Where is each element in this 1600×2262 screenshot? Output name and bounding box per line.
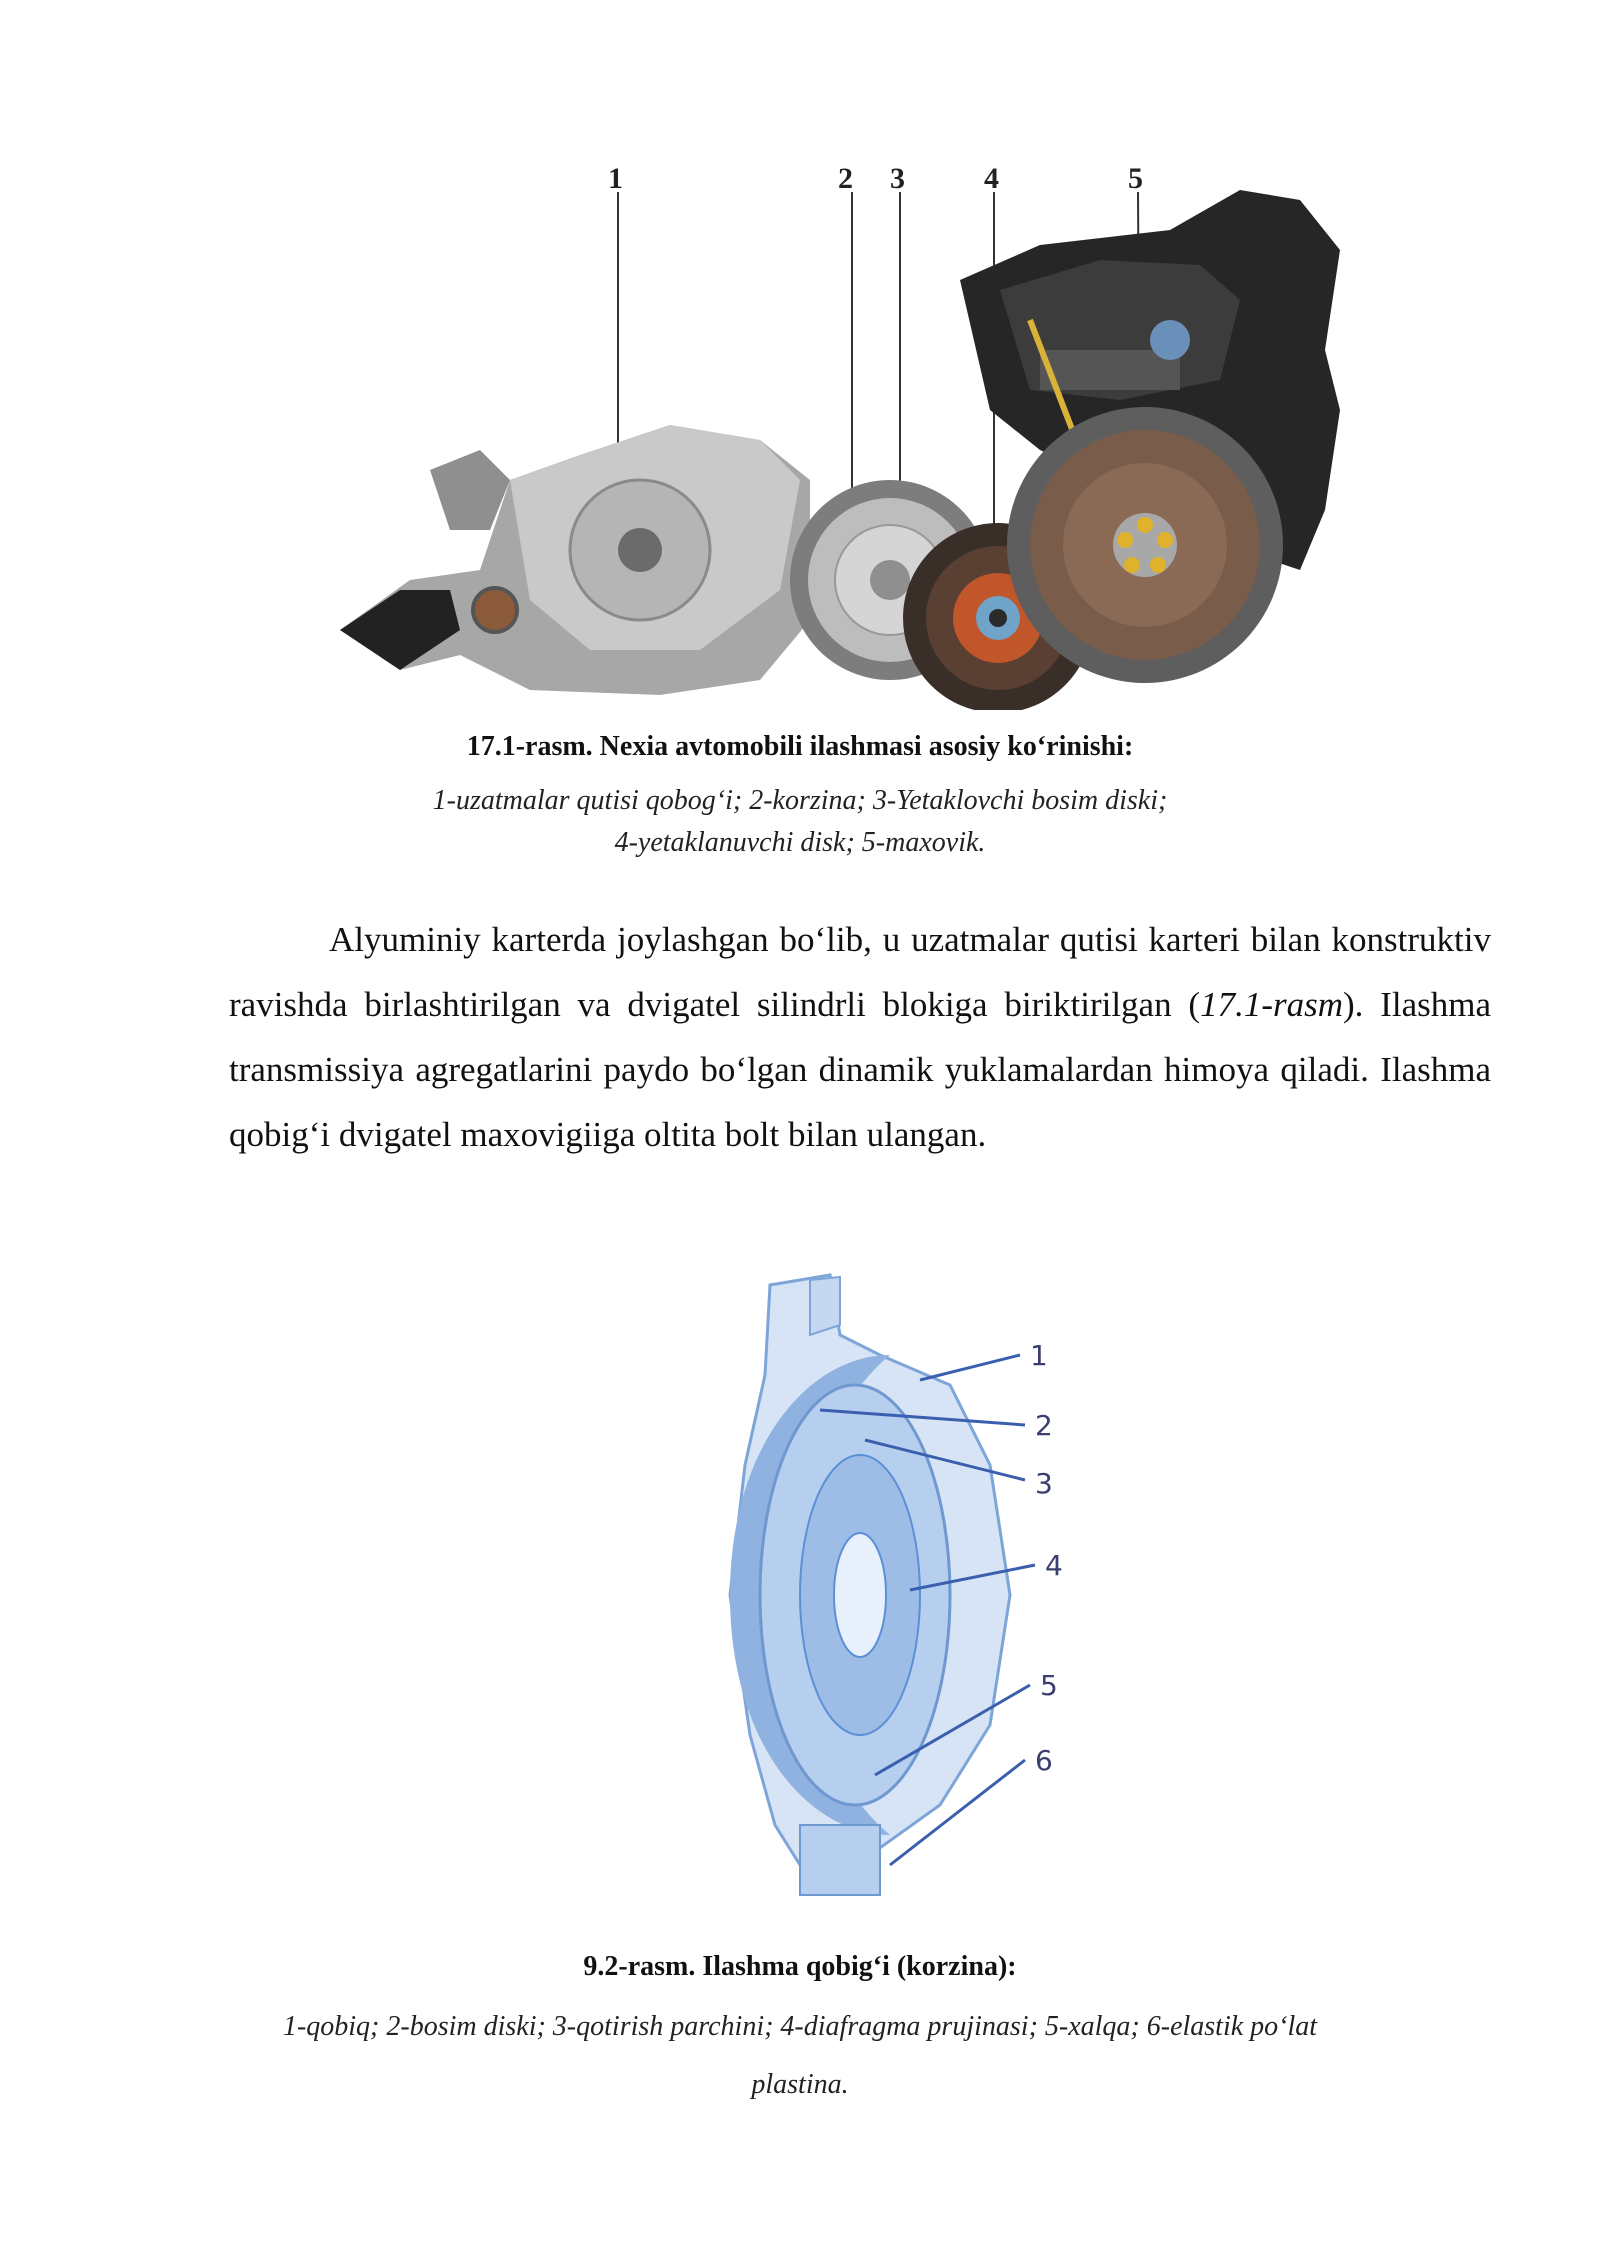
figure1-legend-line2: 4-yetaklanuvchi disk; 5-maxovik. <box>614 827 986 858</box>
body-paragraph <box>229 907 1491 1167</box>
callout-3: 3 <box>890 162 905 195</box>
callout2-2: 2 <box>1035 1409 1053 1442</box>
callout-4: 4 <box>984 162 999 195</box>
clutch-components-illustration <box>340 150 1360 710</box>
paragraph-text-1: Alyuminiy karterda joylashgan bo‘lib, u uzatmalar qutisi karteri bilan konstruktiv ravishda birlashtirilgan va dvigatel silindrli blokiga biriktirilgan ( <box>229 920 1491 1024</box>
figure2-caption-title: 9.2-rasm. Ilashma qobig‘i (korzina): <box>583 1951 1017 1982</box>
callout-2: 2 <box>838 162 853 195</box>
figure1-caption-legend <box>380 780 1220 864</box>
figure1-caption-title: 17.1-rasm. Nexia avtomobili ilashmasi asosiy ko‘rinishi: <box>466 731 1134 762</box>
gearbox-housing <box>340 425 810 695</box>
callout2-4: 4 <box>1045 1549 1063 1582</box>
callout-5: 5 <box>1128 162 1143 195</box>
figure-clutch-cover <box>690 1265 1110 1915</box>
figure2-legend-line1: 1-qobiq; 2-bosim diski; 3-qotirish parchini; 4-diafragma prujinasi; 5-xalqa; 6-elastik po‘lat <box>282 2011 1318 2042</box>
callout2-6: 6 <box>1035 1744 1053 1777</box>
callout2-5: 5 <box>1040 1669 1058 1702</box>
clutch-cover-illustration <box>690 1265 1110 1915</box>
callout-1: 1 <box>608 162 623 195</box>
flywheel <box>1007 407 1283 683</box>
figure1-legend-line1: 1-uzatmalar qutisi qobog‘i; 2-korzina; 3-Yetaklovchi bosim diski; <box>432 785 1168 816</box>
callout2-1: 1 <box>1030 1339 1048 1372</box>
figure2-caption-legend <box>200 1998 1400 2114</box>
figure2-legend-line2: plastina. <box>751 2069 849 2100</box>
figure-clutch-components <box>340 150 1360 710</box>
figure-reference: 17.1-rasm <box>1200 985 1343 1024</box>
callout2-3: 3 <box>1035 1467 1053 1500</box>
paragraph-text-2: ). Ilashma transmissiya agregatlarini paydo bo‘lgan dinamik yuklamalardan himoya qiladi. Ilashma qobig‘i dvigatel maxovigiiga oltita bolt bilan ulangan. <box>229 985 1492 1154</box>
